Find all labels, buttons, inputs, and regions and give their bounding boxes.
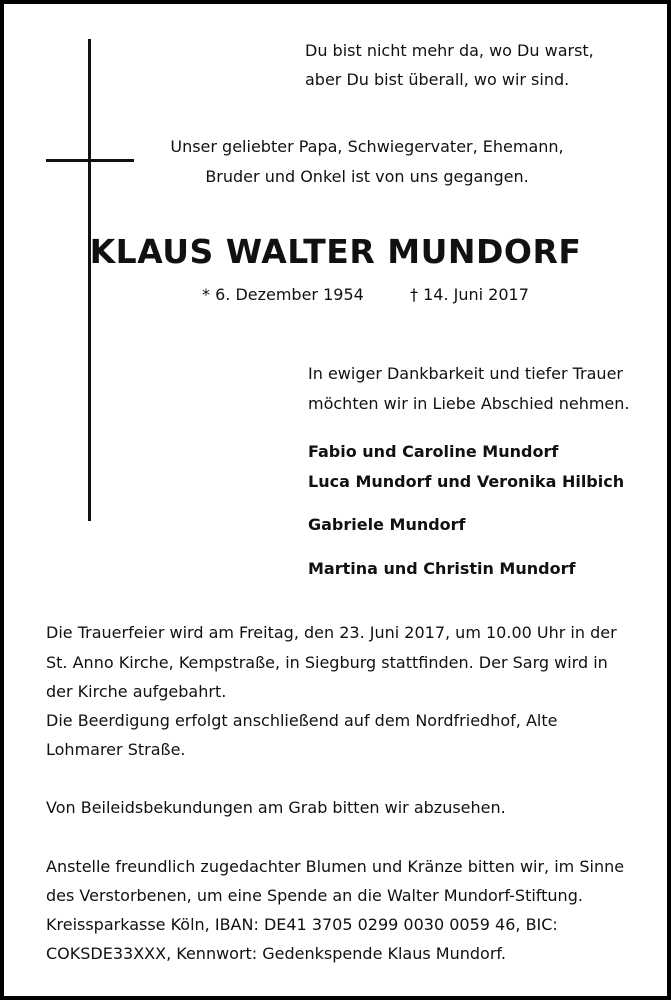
thanks-line-1: In ewiger Dankbarkeit und tiefer Trauer xyxy=(308,364,623,383)
quote-line-2: aber Du bist überall, wo wir sind. xyxy=(305,70,570,89)
death-date: † 14. Juni 2017 xyxy=(410,285,529,304)
condolence-note: Von Beileidsbekundungen am Grab bitten wir abzusehen. xyxy=(46,798,506,817)
ceremony-line-1: Die Trauerfeier wird am Freitag, den 23. Juni 2017, um 10.00 Uhr in der xyxy=(46,623,617,642)
intro-line-1: Unser geliebter Papa, Schwiegervater, Ehemann, xyxy=(170,137,564,156)
ceremony-line-3: der Kirche aufgebahrt. xyxy=(46,682,227,701)
family-member: Fabio und Caroline Mundorf xyxy=(308,442,559,461)
cross-icon-vertical xyxy=(88,39,91,521)
deceased-name: KLAUS WALTER MUNDORF xyxy=(89,232,582,271)
ceremony-line-4: Die Beerdigung erfolgt anschließend auf dem Nordfriedhof, Alte xyxy=(46,711,558,730)
intro-block xyxy=(4,132,667,192)
family-member: Luca Mundorf und Veronika Hilbich xyxy=(308,472,625,491)
donation-line-1: Anstelle freundlich zugedachter Blumen und Kränze bitten wir, im Sinne xyxy=(46,857,625,876)
ceremony-line-5: Lohmarer Straße. xyxy=(46,740,186,759)
family-member: Gabriele Mundorf xyxy=(308,515,466,534)
donation-line-3: Kreissparkasse Köln, IBAN: DE41 3705 0299 0030 0059 46, BIC: xyxy=(46,915,558,934)
intro-line-2: Bruder und Onkel ist von uns gegangen. xyxy=(205,167,529,186)
birth-date: * 6. Dezember 1954 xyxy=(202,285,364,304)
ceremony-line-2: St. Anno Kirche, Kempstraße, in Siegburg stattfinden. Der Sarg wird in xyxy=(46,653,608,672)
donation-line-4: COKSDE33XXX, Kennwort: Gedenkspende Klaus Mundorf. xyxy=(46,944,506,963)
quote-line-1: Du bist nicht mehr da, wo Du warst, xyxy=(305,41,594,60)
donation-line-2: des Verstorbenen, um eine Spende an die Walter Mundorf-Stiftung. xyxy=(46,886,583,905)
family-member: Martina und Christin Mundorf xyxy=(308,559,576,578)
thanks-line-2: möchten wir in Liebe Abschied nehmen. xyxy=(308,394,630,413)
